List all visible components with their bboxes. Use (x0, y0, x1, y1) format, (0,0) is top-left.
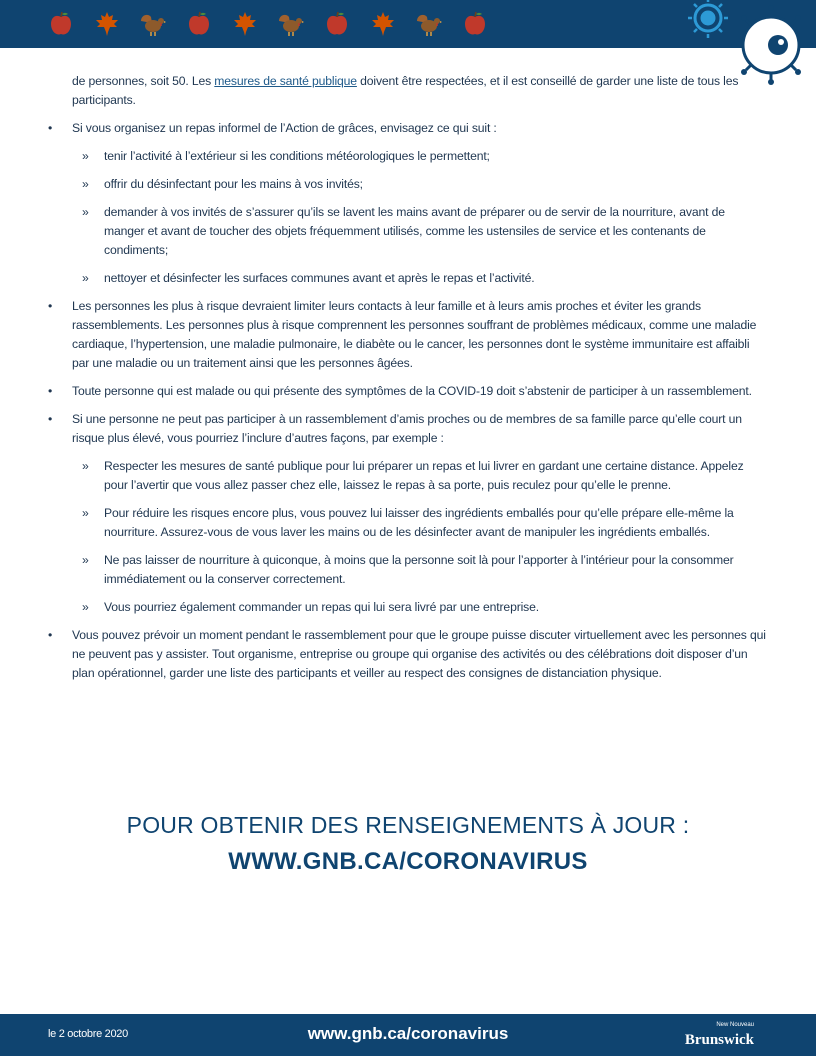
list-item-text: Les personnes les plus à risque devraient limiter leurs contacts à leur famille et à leurs amis proches et éviter les grands rassemblements. Les personnes plus à risque comprennent les personnes souffrant de problèmes médicaux, comme une maladie cardiaque, l’hypertension, une maladie pulmonaire, le diabète ou le cancer, les personnes dont le système immunitaire est affaibli par une maladie ou un traitement ainsi que les personnes âgées. (72, 299, 757, 370)
sub-bullet-marker: » (82, 177, 89, 191)
decorative-icon-row (38, 6, 498, 42)
bullet-marker: • (48, 628, 53, 642)
turkey-icon (130, 6, 176, 42)
bullet-marker: • (48, 384, 53, 398)
footer-url-link[interactable]: www.gnb.ca/coronavirus (307, 1024, 509, 1043)
list-item-text: Si vous organisez un repas informel de l’Action de grâces, envisagez ce qui suit : (72, 121, 497, 135)
bullet-marker: • (48, 412, 53, 426)
turkey-icon (406, 6, 452, 42)
sub-list-item-text: Respecter les mesures de santé publique pour lui préparer un repas et lui livrer en gardant une certaine distance. Appelez pour l’avertir que vous allez passer chez elle, laissez le repas à sa porte, puis reculez pour qu’elle le prenne. (104, 459, 744, 492)
sub-list-item (72, 504, 768, 542)
sub-list-item-text: tenir l’activité à l’extérieur si les conditions météorologiques le permettent; (104, 149, 490, 163)
list-item-text: Si une personne ne peut pas participer à un rassemblement d’amis proches ou de membres de sa famille parce qu’elle court un risque plus élevé, vous pourriez l’inclure d’autres façons, par exemple : (72, 412, 742, 445)
sub-bullet-marker: » (82, 271, 89, 285)
sub-bullet-marker: » (82, 506, 89, 520)
sub-bullet-marker: » (82, 553, 89, 567)
sub-list-item-text: Pour réduire les risques encore plus, vous pouvez lui laisser des ingrédients emballés pour qu’elle prépare elle-même la nourriture. Assurez-vous de vous laver les mains ou de les désinfecter avant de manipuler les ingrédients emballés. (104, 506, 734, 539)
footer-band (0, 1014, 816, 1056)
sub-list-item (72, 457, 768, 495)
new-brunswick-logo (670, 1020, 754, 1052)
logo-main-text: Brunswick (684, 1032, 754, 1048)
list-item (48, 382, 768, 401)
maple-leaf-icon (84, 6, 130, 42)
sub-bullet-marker: » (82, 149, 89, 163)
cta-heading: POUR OBTENIR DES RENSEIGNEMENTS À JOUR : (126, 812, 690, 838)
sub-bullet-marker: » (82, 205, 89, 219)
sub-list-item-text: Vous pourriez également commander un repas qui lui sera livré par une entreprise. (104, 600, 539, 614)
sub-list-item (72, 269, 768, 288)
public-health-measures-link[interactable]: mesures de santé publique (214, 74, 357, 88)
sub-bullet-marker: » (82, 600, 89, 614)
bullet-marker: • (48, 299, 53, 313)
apple-icon (38, 6, 84, 42)
apple-icon (176, 6, 222, 42)
bullet-list (48, 119, 768, 683)
turkey-icon (268, 6, 314, 42)
sub-list-item-text: offrir du désinfectant pour les mains à vos invités; (104, 177, 363, 191)
sub-list-item (72, 598, 768, 617)
cta-url-link[interactable]: WWW.GNB.CA/CORONAVIRUS (228, 848, 588, 875)
sub-list-item (72, 203, 768, 260)
list-item (48, 410, 768, 617)
sub-list (72, 147, 768, 288)
publication-date: le 2 octobre 2020 (48, 1028, 128, 1040)
maple-leaf-icon (222, 6, 268, 42)
list-item (48, 119, 768, 288)
apple-icon (314, 6, 360, 42)
list-item-text: Vous pouvez prévoir un moment pendant le rassemblement pour que le groupe puisse discuter virtuellement avec les personnes qui ne peuvent pas y assister. Tout organisme, entreprise ou groupe qui organise des activités ou des célébrations doit disposer d’un plan opérationnel, garder une liste des participants et veiller au respect des consignes de distanciation physique. (72, 628, 766, 680)
sub-list-item-text: demander à vos invités de s’assurer qu’ils se lavent les mains avant de préparer ou de servir de la nourriture, avant de manger et avant de toucher des objets fréquemment utilisés, comme les ustensiles de service et les contenants de condiments; (104, 205, 725, 257)
list-item (48, 626, 768, 683)
maple-leaf-icon (360, 6, 406, 42)
header-band (0, 0, 816, 48)
sub-list-item (72, 147, 768, 166)
sub-list-item-text: nettoyer et désinfecter les surfaces communes avant et après le repas et l’activité. (104, 271, 535, 285)
intro-paragraph: de personnes, soit 50. Les mesures de santé publique doivent être respectées, et il est conseillé de garder une liste de tous les participants. (72, 74, 739, 107)
list-item (48, 297, 768, 373)
sub-bullet-marker: » (82, 459, 89, 473)
logo-small-text: New Nouveau (716, 1022, 754, 1028)
bullet-marker: • (48, 121, 53, 135)
sub-list (72, 457, 768, 617)
sub-list-item (72, 175, 768, 194)
sub-list-item-text: Ne pas laisser de nourriture à quiconque, à moins que la personne soit là pour l’apporter à l’intérieur pour la consommer immédiatement ou la conserver correctement. (104, 553, 734, 586)
document-body (48, 72, 768, 683)
sub-list-item (72, 551, 768, 589)
list-item-text: Toute personne qui est malade ou qui présente des symptômes de la COVID-19 doit s’abstenir de participer à un rassemblement. (72, 384, 752, 398)
apple-icon (452, 6, 498, 42)
